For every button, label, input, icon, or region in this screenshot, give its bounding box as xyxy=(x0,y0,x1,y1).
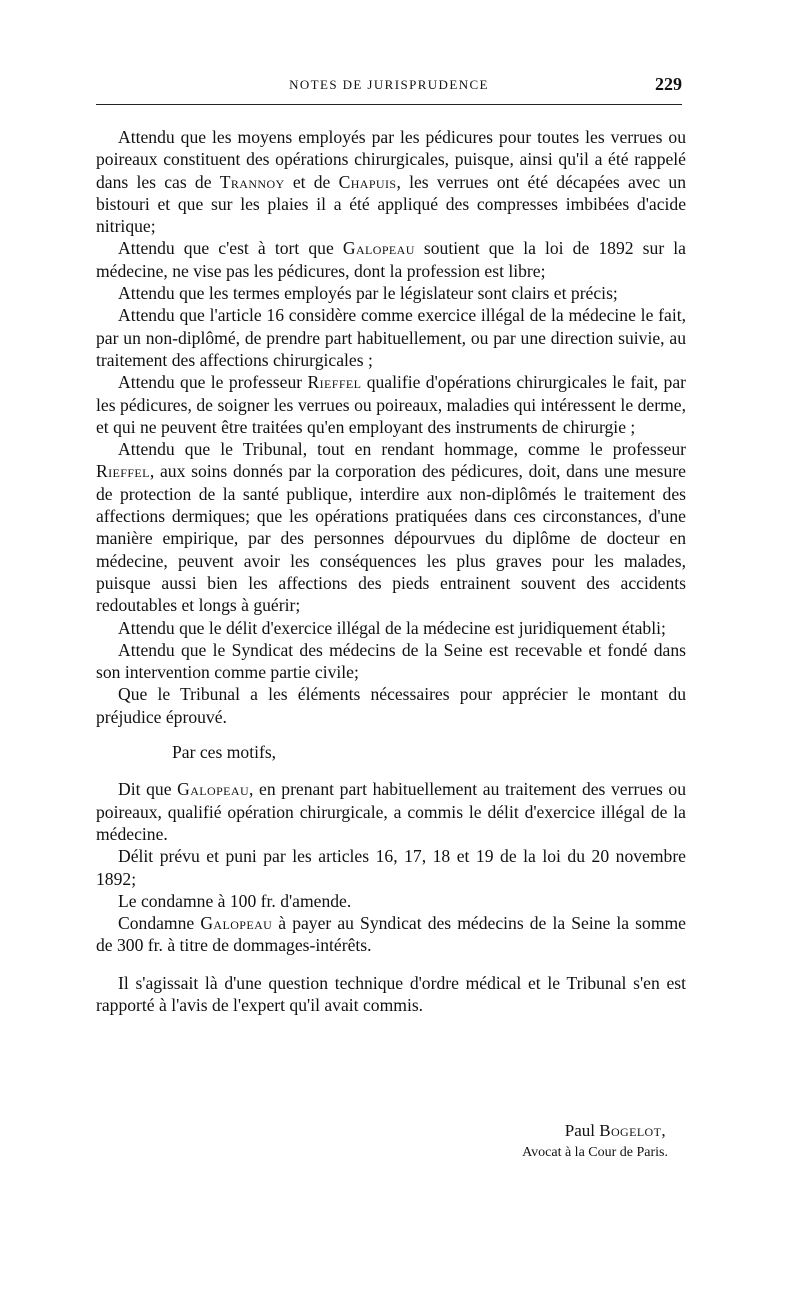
party-name-rieffel: Rieffel xyxy=(96,461,150,482)
header-rule xyxy=(96,104,682,105)
running-title: NOTES DE JURISPRUDENCE xyxy=(289,77,489,92)
paragraph-delit-prevu: Délit prévu et puni par les articles 16, 17, 18 et 19 de la loi du 20 novembre 1892; xyxy=(96,846,686,889)
paragraph-article-16: Attendu que l'article 16 considère comme exercice illégal de la médecine le fait, par un non-diplômé, de prendre part habituellement, ou par une direction suivie, au traitement des affections chirurgicales ; xyxy=(96,305,686,370)
party-name-chapuis: Chapuis xyxy=(338,171,397,192)
paragraph-amende: Le condamne à 100 fr. d'amende. xyxy=(118,890,352,911)
party-name-galopeau: Galopeau xyxy=(177,779,250,800)
judgment-text xyxy=(96,126,686,1016)
paragraph-prejudice: Que le Tribunal a les éléments nécessaires pour apprécier le montant du préjudice éprouvé. xyxy=(96,684,686,727)
page-number: 229 xyxy=(655,74,682,94)
party-name-galopeau: Galopeau xyxy=(342,238,415,259)
paragraph-termes: Attendu que les termes employés par le législateur sont clairs et précis; xyxy=(118,283,618,304)
paragraph-rieffel-qualifie: Attendu que le professeur Rieffel qualifie d'opérations chirurgicales le fait, par les pédicures, de soigner les verrues ou poireaux, maladies qui intéressent le derme, et qui ne peuvent être traitées qu'en employant des instruments de chirurgie ; xyxy=(96,372,687,437)
paragraph-dit-que: Dit que Galopeau, en prenant part habituellement au traitement des verrues ou poireaux, qualifié opération chirurgicale, a commis le délit d'exercice illégal de la médecine. xyxy=(96,779,686,844)
author-signature xyxy=(96,1120,686,1164)
party-name-trannoy: Trannoy xyxy=(219,171,285,192)
paragraph-tribunal-hommage: Attendu que le Tribunal, tout en rendant hommage, comme le professeur Rieffel, aux soins donnés par la corporation des pédicures, doit, dans une mesure de protection de la santé publique, interdire aux non-diplômés le traitement des affections dermiques; que les opérations pratiquées dans ces circonstances, d'une manière empirique, par des personnes dépourvues du diplôme de docteur en médecine, peuvent avoir les conséquences les plus graves pour les malades, puisque aussi bien les affections des pieds entrainent souvent des accidents redoutables et longs à guérir; xyxy=(96,439,686,616)
author-title: Avocat à la Cour de Paris. xyxy=(522,1145,668,1160)
party-name-galopeau: Galopeau xyxy=(200,913,273,934)
paragraph-delit-etabli: Attendu que le délit d'exercice illégal de la médecine est juridiquement établi; xyxy=(118,617,666,638)
paragraph-loi-1892: Attendu que c'est à tort que Galopeau soutient que la loi de 1892 sur la médecine, ne vise pas les pédicures, dont la profession est libre; xyxy=(96,238,686,281)
paragraph-verrues-operations: Attendu que les moyens employés par les pédicures pour toutes les verrues ou poireaux constituent des opérations chirurgicales, puisque, ainsi qu'il a été rappelé dans les cas de Trannoy et de Chapuis, les verrues ont été décapées avec un bistouri et que sur les plaies il a été appliqué des compresses imbibées d'acide nitrique; xyxy=(96,127,686,237)
page-header xyxy=(96,74,682,100)
paragraph-syndicat-recevable: Attendu que le Syndicat des médecins de la Seine est recevable et fondé dans son intervention comme partie civile; xyxy=(96,639,686,683)
author-name: Paul Bogelot, xyxy=(564,1121,666,1140)
paragraph-condamne: Condamne Galopeau à payer au Syndicat des médecins de la Seine la somme de 300 fr. à titre de dommages-intérêts. xyxy=(96,913,686,956)
party-name-rieffel: Rieffel xyxy=(307,372,362,393)
paragraph-commentary: Il s'agissait là d'une question technique d'ordre médical et le Tribunal s'en est rapporté à l'avis de l'expert qu'il avait commis. xyxy=(96,972,686,1015)
par-ces-motifs: Par ces motifs, xyxy=(172,742,277,763)
